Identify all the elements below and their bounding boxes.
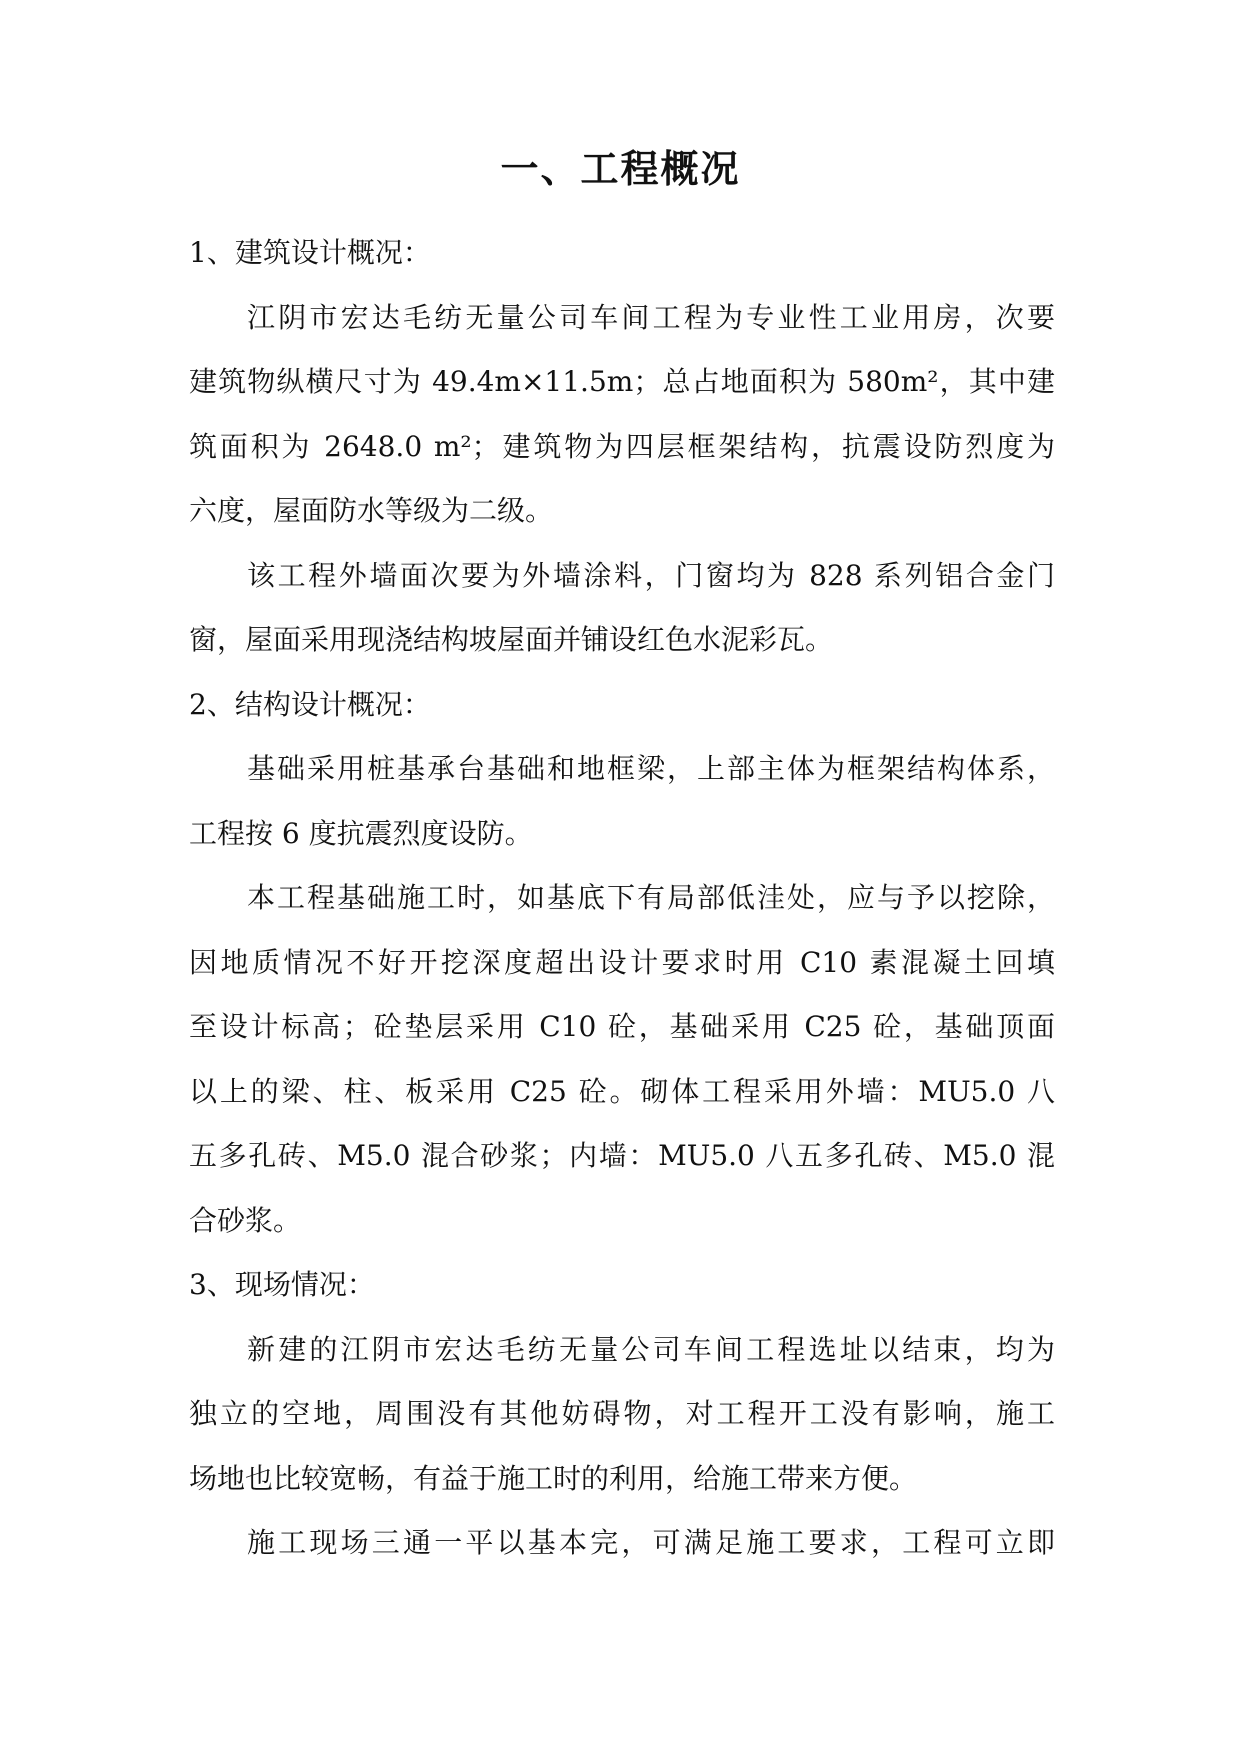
document-title: 一、工程概况: [500, 146, 741, 191]
paragraph-line: 独立的空地，周围没有其他妨碍物，对工程开工没有影响，施工: [189, 1397, 1055, 1430]
paragraph-line: 新建的江阴市宏达毛纺无量公司车间工程选址以结束，均为: [247, 1332, 1055, 1366]
paragraph-line: 窗，屋面采用现浇结构坡屋面并铺设红色水泥彩瓦。: [189, 623, 834, 656]
paragraph-line: 江阴市宏达毛纺无量公司车间工程为专业性工业用房，次要: [247, 300, 1055, 334]
paragraph-line: 筑面积为 2648.0 m²；建筑物为四层框架结构，抗震设防烈度为: [189, 429, 1055, 463]
paragraph-line: 施工现场三通一平以基本完，可满足施工要求，工程可立即: [247, 1526, 1055, 1559]
paragraph-line: 基础采用桩基承台基础和地框梁，上部主体为框架结构体系，: [247, 752, 1055, 785]
section-heading-architecture: 1、建筑设计概况：: [189, 236, 431, 269]
section-heading-structure: 2、结构设计概况：: [189, 687, 431, 721]
paragraph-line: 合砂浆。: [189, 1203, 302, 1237]
paragraph-line: 五多孔砖、M5.0 混合砂浆；内墙：MU5.0 八五多孔砖、M5.0 混: [189, 1139, 1055, 1172]
paragraph-line: 场地也比较宽畅，有益于施工时的利用，给施工带来方便。: [189, 1461, 918, 1495]
paragraph-line: 以上的梁、柱、板采用 C25 砼。砌体工程采用外墙：MU5.0 八: [189, 1074, 1055, 1108]
paragraph-line: 至设计标高；砼垫层采用 C10 砼，基础采用 C25 砼，基础顶面: [189, 1010, 1055, 1043]
paragraph-line: 因地质情况不好开挖深度超出设计要求时用 C10 素混凝土回填: [189, 945, 1055, 979]
paragraph-line: 六度，屋面防水等级为二级。: [189, 494, 554, 527]
paragraph-line: 建筑物纵横尺寸为 49.4m×11.5m；总占地面积为 580m²，其中建: [189, 365, 1055, 398]
paragraph-line: 本工程基础施工时，如基底下有局部低洼处，应与予以挖除，: [247, 881, 1055, 914]
paragraph-line: 工程按 6 度抗震烈度设防。: [189, 816, 533, 850]
document-body: [189, 221, 1055, 1576]
section-heading-site: 3、现场情况：: [189, 1268, 375, 1301]
paragraph-line: 该工程外墙面次要为外墙涂料，门窗均为 828 系列铝合金门: [247, 558, 1055, 592]
